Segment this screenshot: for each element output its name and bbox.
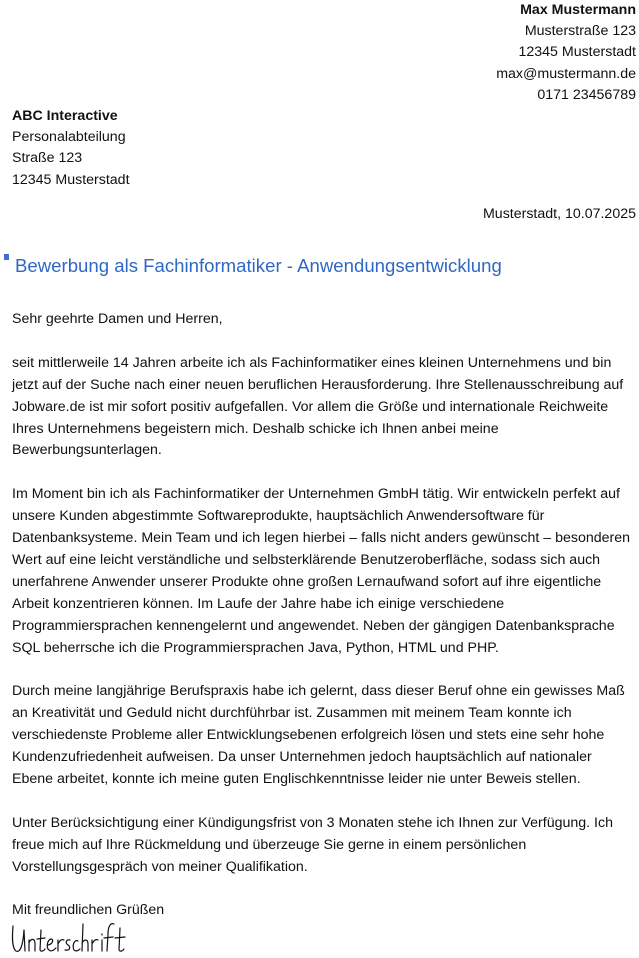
recipient-city: 12345 Musterstadt	[12, 171, 130, 188]
sender-email: max@mustermann.de	[496, 65, 636, 82]
recipient-address	[12, 106, 130, 191]
paragraph-3: Durch meine langjährige Berufspraxis habe ich gelernt, dass dieser Beruf ohne ein gewisses Maß an Kreativität und Geduld nicht durchführbar ist. Zusammen mit meinem Team konnte ich verschiedenste Probleme aller Entwicklungsebenen erfolgreich lösen und stets eine sehr hohe Kundenzufriedenheit aufweisen. Da unser Unternehmen jedoch hauptsächlich auf nationaler Ebene arbeitet, konnte ich meine guten Englischkenntnisse leider nie unter Beweis stellen.	[12, 683, 625, 787]
paragraph-1: seit mittlerweile 14 Jahren arbeite ich als Fachinformatiker eines kleinen Unternehmens und bin jetzt auf der Suche nach einer neuen beruflichen Herausforderung. Ihre Stellenausschreibung auf Jobware.de ist mir sofort positiv aufgefallen. Vor allem die Größe und internationale Reichweite Ihres Unternehmens begeistern mich. Deshalb schicke ich Ihnen anbei meine Bewerbungsunterlagen.	[12, 354, 624, 459]
letter-date: Musterstadt, 10.07.2025	[482, 206, 636, 222]
paragraph-2: Im Moment bin ich als Fachinformatiker der Unternehmen GmbH tätig. Wir entwickeln perfekt auf unsere Kunden abgestimmte Softwareprodukte, hauptsächlich Anwendersoftware für Datenbanksysteme. Mein Team und ich legen hierbei – falls nicht anders gewünscht – besonderen Wert auf eine leicht verständliche und selbsterklärende Benutzeroberfläche, sodass sich auch unerfahrene Anwender unserer Produkte ohne großen Lernaufwand sofort auf ihre eigentliche Arbeit konzentrieren können. Im Laufe der Jahre habe ich einige verschiedene Programmiersprachen kennengelernt und angewendet. Neben der gängigen Datenbanksprache SQL beherrsche ich die Programmiersprachen Java, Python, HTML und PHP.	[12, 486, 631, 656]
sender-name: Max Mustermann	[520, 2, 636, 18]
subject-marker	[4, 254, 9, 260]
recipient-company: ABC Interactive	[12, 108, 118, 124]
sender-phone: 0171 23456789	[537, 86, 636, 103]
sender-address	[496, 0, 636, 106]
sender-city: 12345 Musterstadt	[518, 44, 636, 61]
closing: Mit freundlichen Grüßen	[12, 902, 165, 919]
subject-line: Bewerbung als Fachinformatiker - Anwendungsentwicklung	[15, 255, 502, 276]
salutation: Sehr geehrte Damen und Herren,	[12, 311, 223, 327]
recipient-street: Straße 123	[12, 150, 83, 167]
handwritten-signature	[10, 918, 130, 956]
paragraph-4: Unter Berücksichtigung einer Kündigungsfrist von 3 Monaten stehe ich Ihnen zur Verfügung. Ich freue mich auf Ihre Rückmeldung und überzeuge Sie gerne in einem persönlichen Vorstellungsgespräch von meiner Qualifikation.	[12, 814, 613, 875]
letter-body	[12, 309, 636, 922]
sender-street: Musterstraße 123	[524, 23, 636, 40]
recipient-department: Personalabteilung	[12, 129, 126, 146]
